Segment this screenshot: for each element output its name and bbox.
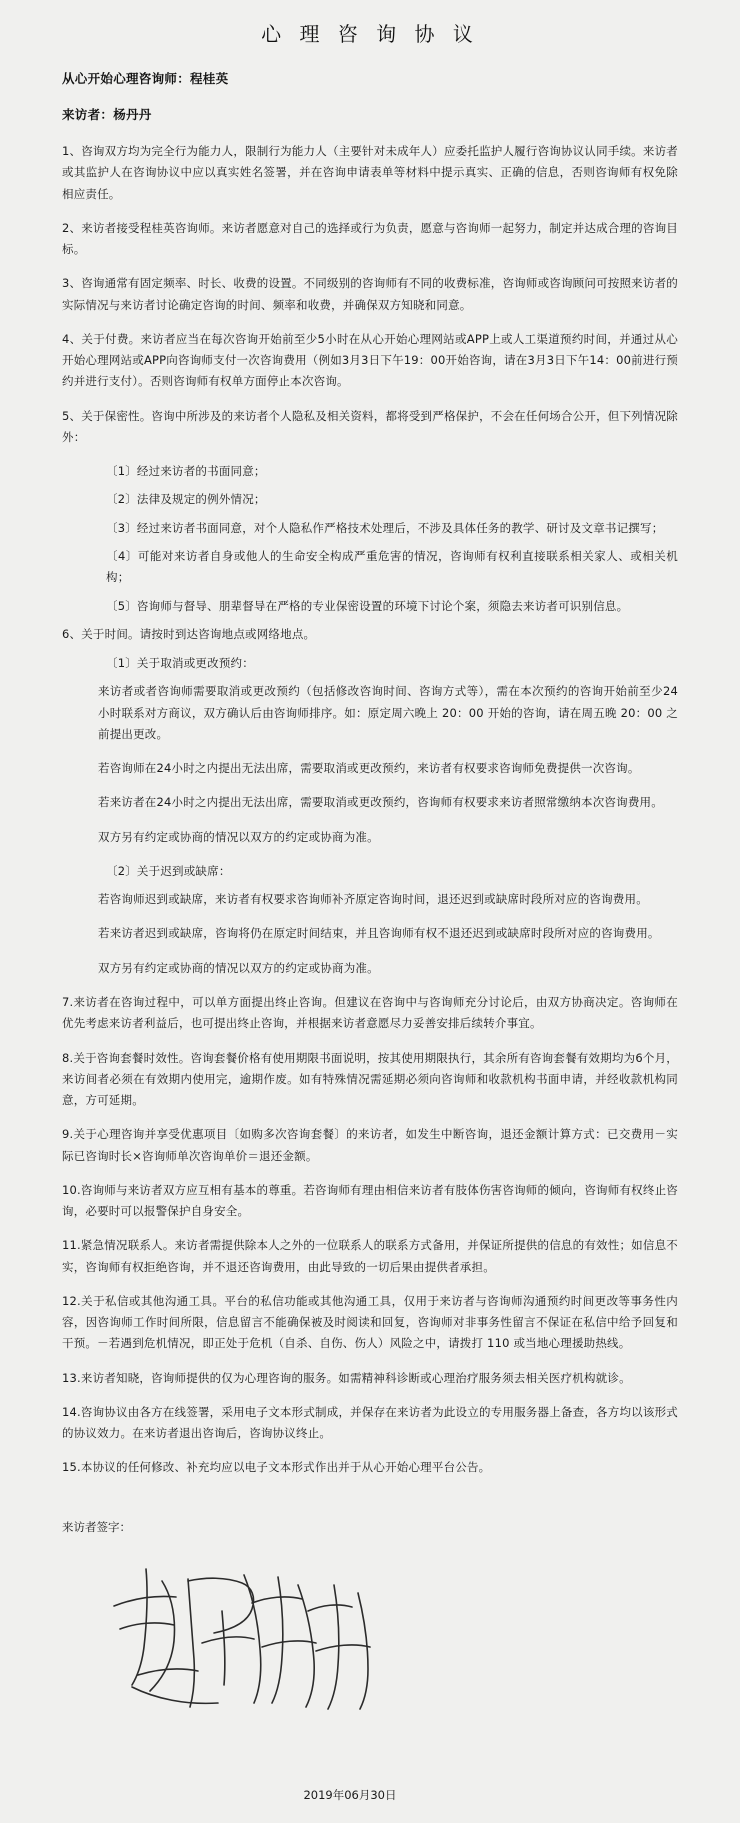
clause-6-sub2-para-2: 若来访者迟到或缺席，咨询将仍在原定时间结束，并且咨询师有权不退还迟到或缺席时段所对应的咨询费用。: [98, 926, 660, 941]
clause-15: 15.本协议的任何修改、补充均应以电子文本形式作出并于从心开始心理平台公告。: [62, 1460, 491, 1475]
signature-label: 来访者签字：: [62, 1519, 131, 1534]
clause-8: 8.关于咨询套餐时效性。咨询套餐价格有使用期限书面说明，按其使用期限执行，其余所有咨询套餐有效期均为6个月，来访间者必须在有效期内使用完，逾期作废。如有特殊情况需延期必须向咨询师和收款机构书面申请，并经收款机构同意，方可延期。: [62, 1050, 678, 1108]
visitor-line: 来访者：杨丹丹: [62, 107, 152, 122]
handwritten-signature: [102, 1551, 402, 1751]
clause-6-sub1-para-2: 若咨询师在24小时之内提出无法出席，需要取消或更改预约，来访者有权要求咨询师免费提供一次咨询。: [98, 761, 640, 776]
clause-6-sub1-para-1: 来访者或者咨询师需要取消或更改预约（包括修改咨询时间、咨询方式等），需在本次预约的咨询开始前至少24小时联系对方商议，双方确认后由咨询师排序。如：原定周六晚上 20：00 开始的咨询，请在周五晚 20：00 之前提出更改。: [98, 684, 678, 741]
clause-4: 4、关于付费。来访者应当在每次咨询开始前至少5小时在从心开始心理网站或APP上或人工渠道预约时间，并通过从心开始心理网站或APP向咨询师支付一次咨询费用（例如3月3日下午19：00开始咨询，请在3月3日下午14：00前进行预约并进行支付）。否则咨询师有权单方面停止本次咨询。: [62, 331, 678, 389]
clause-5-item-5: 〔5〕咨询师与督导、朋辈督导在严格的专业保密设置的环境下讨论个案，须隐去来访者可识别信息。: [106, 598, 629, 613]
clause-11: 11.紧急情况联系人。来访者需提供除本人之外的一位联系人的联系方式备用，并保证所提供的信息的有效性；如信息不实，咨询师有权拒绝咨询，并不退还咨询费用，由此导致的一切后果由提供者承担。: [62, 1238, 678, 1274]
clause-6-sub2-para-3: 双方另有约定或协商的情况以双方的约定或协商为准。: [98, 960, 379, 975]
clause-5-item-2: 〔2〕法律及规定的例外情况；: [106, 492, 266, 507]
clause-14: 14.咨询协议由各方在线签署，采用电子文本形式制成，并保存在来访者为此设立的专用服务器上备查，各方均以该形式的协议效力。在来访者退出咨询后，咨询协议终止。: [62, 1404, 678, 1441]
clause-9: 9.关于心理咨询并享受优惠项目〔如购多次咨询套餐〕的来访者，如发生中断咨询，退还金额计算方式：已交费用－实际已咨询时长×咨询师单次咨询单价＝退还金额。: [62, 1127, 678, 1163]
clause-5-item-1: 〔1〕经过来访者的书面同意；: [106, 464, 266, 479]
clause-6-sub1-para-4: 双方另有约定或协商的情况以双方的约定或协商为准。: [98, 829, 379, 844]
clause-5: 5、关于保密性。咨询中所涉及的来访者个人隐私及相关资料，都将受到严格保护，不会在任何场合公开，但下列情况除外：: [62, 408, 678, 444]
clause-6-sub1-para-3: 若来访者在24小时之内提出无法出席，需要取消或更改预约，咨询师有权要求来访者照常缴纳本次咨询费用。: [98, 795, 663, 810]
clause-2: 2、来访者接受程桂英咨询师。来访者愿意对自己的选择或行为负责，愿意与咨询师一起努力，制定并达成合理的咨询目标。: [62, 220, 678, 257]
clause-13: 13.来访者知晓，咨询师提供的仅为心理咨询的服务。如需精神科诊断或心理治疗服务须去相关医疗机构就诊。: [62, 1370, 631, 1385]
clause-6: 6、关于时间。请按时到达咨询地点或网络地点。: [62, 626, 316, 641]
clause-3: 3、咨询通常有固定频率、时长、收费的设置。不同级别的咨询师有不同的收费标准，咨询师或咨询顾问可按照来访者的实际情况与来访者讨论确定咨询的时间、频率和收费，并确保双方知晓和同意。: [62, 276, 678, 312]
clause-7: 7.来访者在咨询过程中，可以单方面提出终止咨询。但建议在咨询中与咨询师充分讨论后，由双方协商决定。咨询师在优先考虑来访者利益后，也可提出终止咨询，并根据来访者意愿尽力妥善安排后续转介事宜。: [62, 994, 678, 1031]
clause-10: 10.咨询师与来访者双方应互相有基本的尊重。若咨询师有理由相信来访者有肢体伤害咨询师的倾向，咨询师有权终止咨询，必要时可以报警保护自身安全。: [62, 1182, 678, 1219]
clause-6-sub1-head: 〔1〕关于取消或更改预约：: [106, 656, 254, 671]
clause-6-sub2-head: 〔2〕关于迟到或缺席：: [106, 863, 231, 878]
page-title: 心 理 咨 询 协 议: [261, 22, 479, 46]
counselor-line: 从心开始心理咨询师：程桂英: [62, 71, 229, 86]
clause-1: 1、咨询双方均为完全行为能力人，限制行为能力人（主要针对未成年人）应委托监护人履行咨询协议认同手续。来访者或其监护人在咨询协议中应以真实姓名签署，并在咨询申请表单等材料中提示真实、正确的信息，否则咨询师有权免除相应责任。: [62, 144, 678, 201]
clause-5-item-3: 〔3〕经过来访者书面同意，对个人隐私作严格技术处理后，不涉及具体任务的教学、研讨及文章书记撰写；: [106, 520, 664, 535]
signed-date: 2019年06月30日: [303, 1787, 397, 1802]
signature-area: [62, 1541, 678, 1771]
clause-6-sub2-para-1: 若咨询师迟到或缺席，来访者有权要求咨询师补齐原定咨询时间，退还迟到或缺席时段所对应的咨询费用。: [98, 892, 648, 907]
clause-5-item-4: 〔4〕可能对来访者自身或他人的生命安全构成严重危害的情况，咨询师有权利直接联系相关家人、或相关机构；: [106, 548, 678, 585]
clause-12: 12.关于私信或其他沟通工具。平台的私信功能或其他沟通工具，仅用于来访者与咨询师沟通预约时间更改等事务性内容，因咨询师工作时间所限，信息留言不能确保被及时阅读和回复，咨询师对非事务性留言不保证在私信中给予回复和干预。－若遇到危机情况，即正处于危机（自杀、自伤、伤人）风险之中，请拨打 110 或当地心理援助热线。: [62, 1293, 678, 1351]
